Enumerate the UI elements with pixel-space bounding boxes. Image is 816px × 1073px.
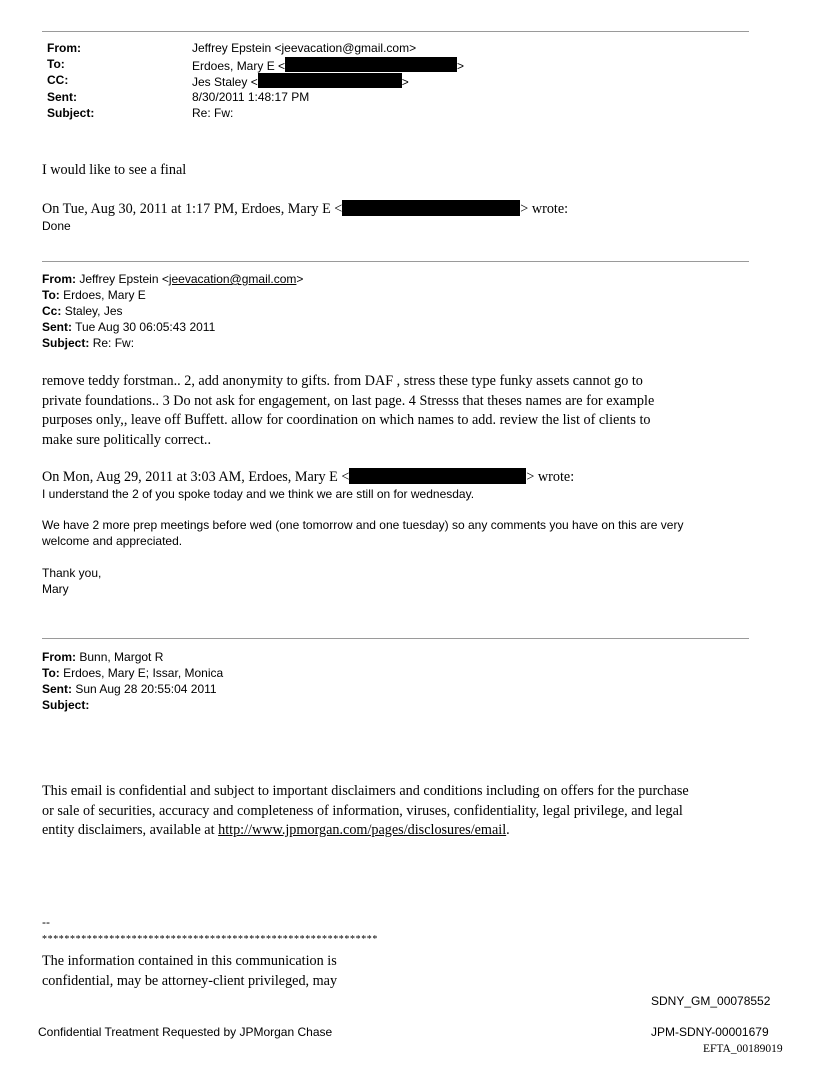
message1-quote-intro bbox=[42, 200, 568, 220]
signature-block bbox=[42, 565, 101, 597]
from-close: > bbox=[296, 272, 304, 286]
sent-value: 8/30/2011 1:48:17 PM bbox=[192, 90, 310, 104]
quote-paragraph bbox=[42, 517, 683, 549]
signoff: Thank you, bbox=[42, 566, 102, 580]
quote-line: We have 2 more prep meetings before wed (one tomorrow and one tuesday) so any comments you have on this are very bbox=[42, 518, 684, 532]
message1-quote-text: Done bbox=[42, 219, 71, 233]
body-line: purposes only,, leave off Buffett. allow for coordination on which names to add. review the list of clients to bbox=[42, 412, 651, 428]
cc-value: Staley, Jes bbox=[64, 304, 123, 318]
quote-line: I understand the 2 of you spoke today and we think we are still on for wednesday. bbox=[42, 487, 475, 501]
message2-quote-intro bbox=[42, 468, 574, 488]
quote-line: welcome and appreciated. bbox=[42, 534, 183, 548]
info-line: confidential, may be attorney-client privileged, may bbox=[42, 972, 338, 989]
disclaimer-line: This email is confidential and subject to important disclaimers and conditions including on offers for the purchase bbox=[42, 783, 689, 799]
subject-label: Subject: bbox=[47, 106, 95, 120]
bates-jpm: JPM-SDNY-00001679 bbox=[651, 1025, 769, 1039]
subject-label: Subject: bbox=[42, 336, 90, 350]
sent-value: Tue Aug 30 06:05:43 2011 bbox=[75, 320, 216, 334]
redaction-box bbox=[258, 73, 402, 88]
cc-value bbox=[192, 73, 409, 89]
to-value: Erdoes, Mary E; Issar, Monica bbox=[63, 666, 224, 680]
body-line: make sure politically correct.. bbox=[42, 431, 211, 448]
to-value bbox=[192, 57, 464, 73]
to-label: To: bbox=[47, 57, 65, 71]
to-label: To: bbox=[42, 666, 60, 680]
from-name: Jeffrey Epstein < bbox=[79, 272, 169, 286]
to-close: > bbox=[457, 59, 465, 73]
quote-intro-text: On Tue, Aug 30, 2011 at 1:17 PM, Erdoes, Mary E < bbox=[42, 201, 343, 217]
disclaimer-line: entity disclaimers, available at bbox=[42, 822, 219, 838]
message2-header bbox=[42, 271, 303, 351]
body-line: remove teddy forstman.. 2, add anonymity to gifts. from DAF , stress these type funky assets cannot go to bbox=[42, 373, 643, 389]
subject-label: Subject: bbox=[42, 698, 90, 712]
message-divider bbox=[42, 638, 749, 639]
message2-body bbox=[42, 372, 654, 450]
message-divider bbox=[42, 261, 749, 262]
cc-name: Jes Staley < bbox=[192, 75, 258, 89]
body-line: private foundations.. 3 Do not ask for engagement, on last page. 4 Stresss that theses names are for example bbox=[42, 392, 655, 409]
cc-close: > bbox=[401, 75, 409, 89]
cc-label: CC: bbox=[47, 73, 69, 87]
bates-sdny: SDNY_GM_00078552 bbox=[651, 994, 771, 1008]
confidential-note: Confidential Treatment Requested by JPMorgan Chase bbox=[38, 1025, 333, 1039]
message1-body: I would like to see a final bbox=[42, 162, 187, 178]
top-divider bbox=[42, 31, 749, 32]
efta-number: EFTA_00189019 bbox=[703, 1043, 783, 1055]
asterisk-separator: ************************************************************ bbox=[42, 934, 378, 945]
subject-value: Re: Fw: bbox=[92, 336, 135, 350]
signature-name: Mary bbox=[42, 582, 69, 596]
sent-value: Sun Aug 28 20:55:04 2011 bbox=[75, 682, 217, 696]
cc-label: Cc: bbox=[42, 304, 62, 318]
disclosures-link[interactable]: http://www.jpmorgan.com/pages/disclosures/email bbox=[218, 822, 507, 838]
to-name: Erdoes, Mary E < bbox=[192, 59, 286, 73]
info-line: The information contained in this communication is bbox=[42, 953, 337, 969]
disclaimer-line: or sale of securities, accuracy and completeness of information, viruses, confidentiality, legal privilege, and legal bbox=[42, 802, 683, 819]
disclaimer-period: . bbox=[506, 822, 510, 838]
from-label: From: bbox=[42, 272, 76, 286]
info-notice bbox=[42, 952, 337, 991]
to-label: To: bbox=[42, 288, 60, 302]
to-value: Erdoes, Mary E bbox=[63, 288, 146, 302]
sent-label: Sent: bbox=[42, 320, 72, 334]
redaction-box bbox=[342, 200, 520, 216]
from-value: Bunn, Margot R bbox=[79, 650, 164, 664]
redaction-box bbox=[349, 468, 526, 484]
from-value: Jeffrey Epstein <jeevacation@gmail.com> bbox=[192, 41, 417, 55]
subject-value: Re: Fw: bbox=[192, 106, 234, 120]
quote-intro-wrote: > wrote: bbox=[520, 201, 569, 217]
from-email-link[interactable]: jeevacation@gmail.com bbox=[168, 272, 297, 286]
from-label: From: bbox=[47, 41, 81, 55]
sent-label: Sent: bbox=[47, 90, 77, 104]
message3-header bbox=[42, 649, 223, 713]
quote-intro-text: On Mon, Aug 29, 2011 at 3:03 AM, Erdoes, Mary E < bbox=[42, 469, 350, 485]
quote-intro-wrote: > wrote: bbox=[526, 469, 575, 485]
sent-label: Sent: bbox=[42, 682, 72, 696]
signature-dashes: -- bbox=[42, 915, 50, 929]
redaction-box bbox=[285, 57, 457, 72]
from-label: From: bbox=[42, 650, 76, 664]
disclaimer bbox=[42, 782, 689, 841]
